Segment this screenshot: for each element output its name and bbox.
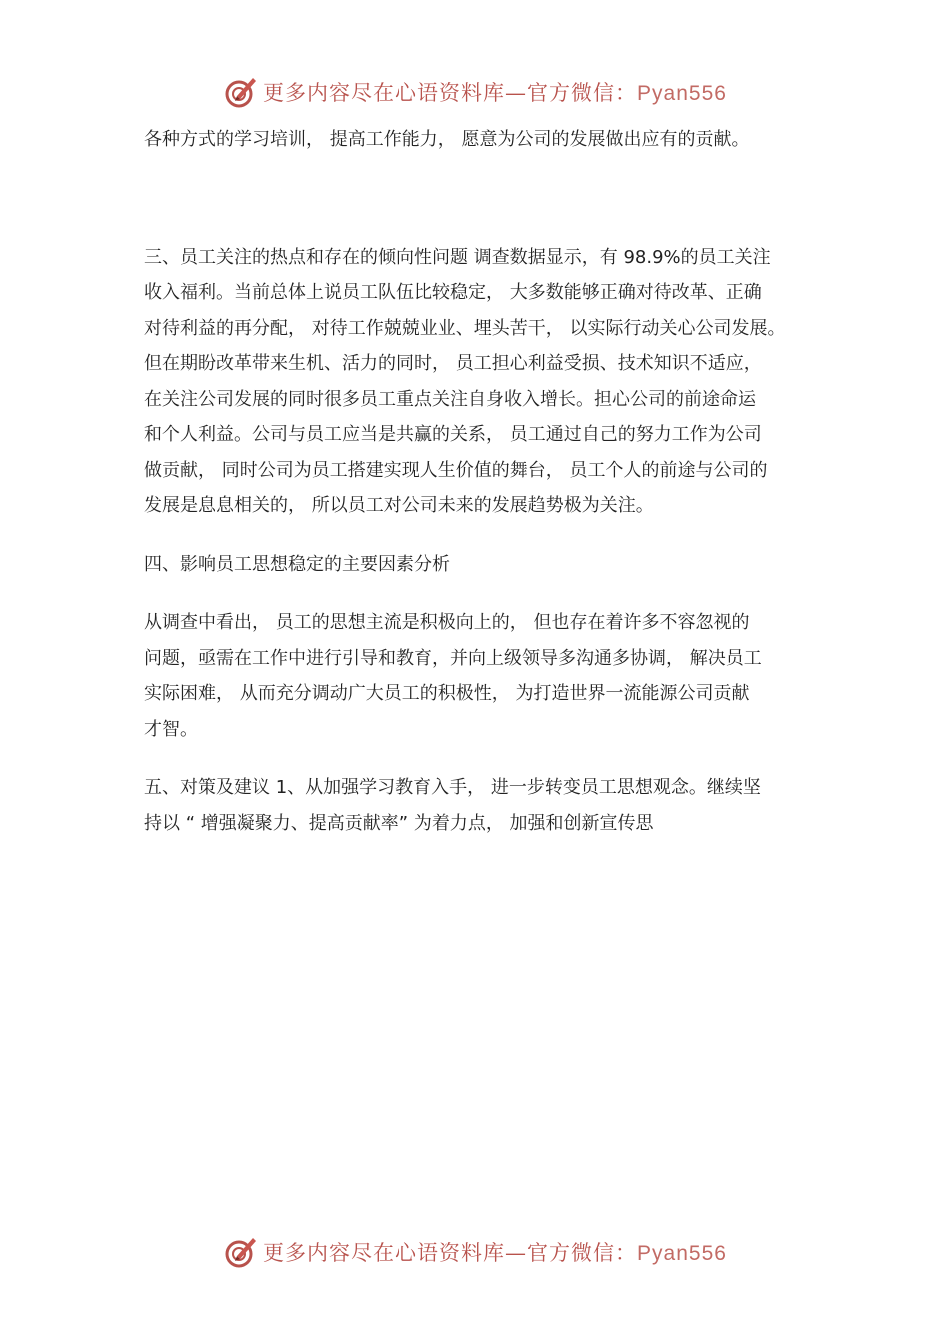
- section-heading-4: [144, 547, 834, 583]
- paragraph-line: 发展是息息相关的， 所以员工对公司未来的发展趋势极为关注。: [144, 495, 654, 516]
- document-body: [144, 122, 834, 841]
- paragraph-line: 在关注公司发展的同时很多员工重点关注自身收入增长。担心公司的前途命运: [144, 388, 756, 410]
- paragraph-1-line-1: 各种方式的学习培训， 提高工作能力， 愿意为公司的发展做出应有的贡献。: [144, 129, 750, 150]
- paragraph-line: 但在期盼改革带来生机、活力的同时， 员工担心利益受损、技术知识不适应，: [144, 353, 762, 374]
- paragraph-line: 做贡献， 同时公司为员工搭建实现人生价值的舞台， 员工个人的前途与公司的: [144, 459, 768, 481]
- header-watermark-main: 更多内容尽在心语资料库—官方微信：: [263, 81, 638, 105]
- paragraph-line: 实际困难， 从而充分调动广大员工的积极性， 为打造世界一流能源公司贡献: [144, 683, 750, 704]
- paragraph-line: 收入福利。当前总体上说员工队伍比较稳定， 大多数能够正确对待改革、正确: [144, 282, 762, 303]
- header-watermark-text: [263, 77, 727, 107]
- paragraph-line: 从调查中看出， 员工的思想主流是积极向上的， 但也存在着许多不容忽视的: [144, 612, 750, 633]
- paragraph-section-5: [144, 770, 834, 841]
- paragraph-line: 和个人利益。公司与员工应当是共赢的关系， 员工通过自己的努力工作为公司: [144, 424, 762, 445]
- paragraph-line: 对待利益的再分配， 对待工作兢兢业业、埋头苦干， 以实际行动关心公司发展。: [144, 317, 786, 339]
- footer-watermark-main: 更多内容尽在心语资料库—官方微信：: [263, 1241, 638, 1265]
- footer-watermark-text: [263, 1237, 727, 1267]
- header-watermark: [0, 72, 950, 112]
- quill-logo-icon: [223, 74, 259, 110]
- footer-wechat-id: Pyan556: [637, 1242, 727, 1265]
- paragraph-line: 才智。: [144, 718, 198, 740]
- footer-watermark: [0, 1232, 950, 1272]
- paragraph-line: 五、对策及建议 1、从加强学习教育入手， 进一步转变员工思想观念。继续坚: [144, 777, 761, 798]
- quill-logo-icon: [223, 1234, 259, 1270]
- paragraph-section-3: [144, 240, 834, 524]
- header-wechat-id: Pyan556: [637, 82, 727, 105]
- paragraph-line: 三、员工关注的热点和存在的倾向性问题 调查数据显示，有 98.9%的员工关注: [144, 246, 771, 268]
- paragraph-line: 持以 “ 增强凝聚力、提高贡献率” 为着力点， 加强和创新宣传思: [144, 812, 654, 834]
- heading-line: 四、影响员工思想稳定的主要因素分析: [144, 553, 450, 575]
- paragraph-line: 问题，亟需在工作中进行引导和教育，并向上级领导多沟通多协调， 解决员工: [144, 647, 762, 669]
- paragraph-analysis: [144, 605, 834, 747]
